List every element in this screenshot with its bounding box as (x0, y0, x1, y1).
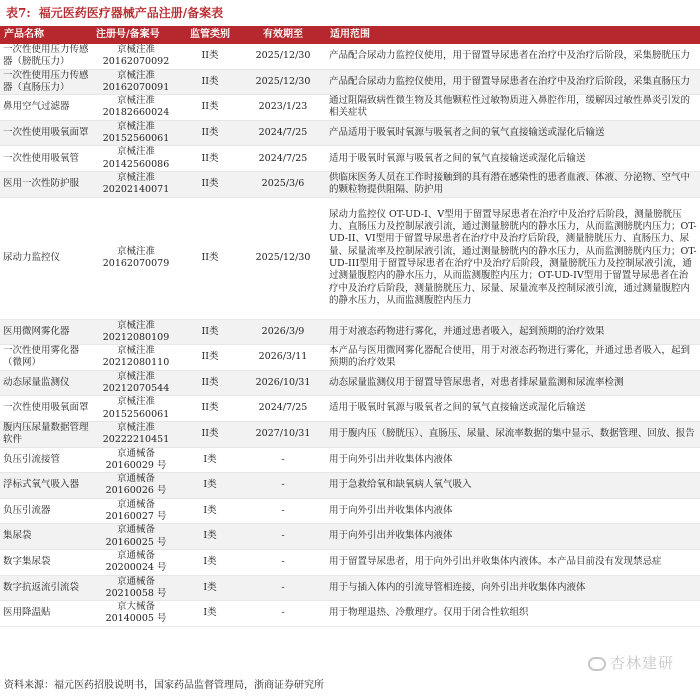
expiry-cell: - (240, 524, 326, 550)
registration-no-cell: 京械注准 20152560061 (92, 120, 180, 146)
table-row (0, 95, 700, 121)
product-name-cell: 医用降温贴 (0, 601, 92, 627)
scope-cell: 用于向外引出并收集体内液体 (326, 498, 700, 524)
scope-cell: 用于急救给氧和缺氧病人氧气吸入 (326, 473, 700, 499)
registration-no-cell: 京通械备 20160029 号 (92, 447, 180, 473)
header-expiry: 有效期至 (240, 26, 326, 44)
header-scope: 适用范围 (326, 26, 700, 44)
expiry-cell: 2026/3/11 (240, 345, 326, 371)
class-cell: I类 (180, 498, 240, 524)
class-cell: II类 (180, 319, 240, 345)
registration-no-cell: 京械注准 20202140071 (92, 171, 180, 197)
class-cell: II类 (180, 95, 240, 121)
table-row (0, 549, 700, 575)
expiry-cell: - (240, 575, 326, 601)
registration-no-cell: 京械注准 20212080110 (92, 345, 180, 371)
class-cell: I类 (180, 549, 240, 575)
product-name-cell: 一次性使用吸氧面罩 (0, 120, 92, 146)
table-row (0, 44, 700, 69)
class-cell: I类 (180, 601, 240, 627)
scope-cell: 用于对液态药物进行雾化，并通过患者吸入，起到预期的治疗效果 (326, 319, 700, 345)
table-title-text: 福元医药医疗器械产品注册/备案表 (38, 6, 224, 20)
watermark-text: 杏林建研 (610, 654, 675, 672)
registration-no-cell: 京通械备 20210058 号 (92, 575, 180, 601)
product-name-cell: 一次性使用吸氧管 (0, 146, 92, 172)
scope-cell: 用于留置导尿患者，用于向外引出并收集体内液体。本产品目前没有发现禁忌症 (326, 549, 700, 575)
class-cell: I类 (180, 473, 240, 499)
product-name-cell: 集尿袋 (0, 524, 92, 550)
scope-cell: 用于腹内压（膀胱压）、直肠压、尿量、尿流率数据的集中显示、数据管理、回放、报告 (326, 421, 700, 447)
expiry-cell: 2024/7/25 (240, 120, 326, 146)
table-row (0, 575, 700, 601)
table-row (0, 146, 700, 172)
registration-no-cell: 京械注准 20142560086 (92, 146, 180, 172)
product-name-cell: 腹内压尿量数据管理软件 (0, 421, 92, 447)
registration-no-cell: 京械注准 20212070544 (92, 370, 180, 396)
registration-no-cell: 京械注准 20162070091 (92, 69, 180, 95)
registration-no-cell: 京械注准 20152560061 (92, 396, 180, 422)
class-cell: II类 (180, 370, 240, 396)
class-cell: I类 (180, 447, 240, 473)
product-name-cell: 医用微网雾化器 (0, 319, 92, 345)
class-cell: II类 (180, 396, 240, 422)
table-row (0, 171, 700, 197)
registration-no-cell: 京通械备 20160026 号 (92, 473, 180, 499)
expiry-cell: 2023/1/23 (240, 95, 326, 121)
table-row (0, 69, 700, 95)
table-row (0, 601, 700, 627)
header-registration-no: 注册号/备案号 (92, 26, 180, 44)
expiry-cell: - (240, 601, 326, 627)
product-name-cell: 数字抗返流引流袋 (0, 575, 92, 601)
expiry-cell: 2025/12/30 (240, 197, 326, 319)
class-cell: II类 (180, 345, 240, 371)
product-name-cell: 浮标式氧气吸入器 (0, 473, 92, 499)
product-registration-table (0, 26, 700, 627)
product-name-cell: 负压引流接管 (0, 447, 92, 473)
scope-cell: 适用于吸氧时氧源与吸氧者之间的氧气直接输送或湿化后输送 (326, 146, 700, 172)
table-row (0, 345, 700, 371)
class-cell: I类 (180, 524, 240, 550)
expiry-cell: - (240, 447, 326, 473)
table-row (0, 421, 700, 447)
class-cell: II类 (180, 171, 240, 197)
scope-cell: 尿动力监控仪 OT-UD-I、V型用于留置导尿患者在治疗中及治疗后阶段，测量膀胱压力、直肠压力及控制尿液引流，通过测量膀胱内的静水压力，从而监测膀胱内压力；OT-UD-II、VI型用于留置导尿患者在治疗中及治疗后阶段，测量膀胱压力、直肠压力、尿量、尿量流率及控制尿液引流，通过测量膀胱内的静水压力，从而监测膀胱内压力；OT-UD-III型用于留置导尿患者在治疗中及治疗后阶段，测量膀胱压力及控制尿液引流，通过测量腹腔内的静水压力，从而监测腹腔内压力；OT-UD-IV型用于留置导尿患者在治疗中及治疗后阶段，测量膀胱压力、尿量、尿量流率及控制尿液引流，通过测量腹腔内的静水压力，从而监测腹腔内压力 (326, 197, 700, 319)
table-row (0, 447, 700, 473)
class-cell: II类 (180, 120, 240, 146)
table-header-row (0, 26, 700, 44)
product-name-cell: 数字集尿袋 (0, 549, 92, 575)
expiry-cell: 2026/3/9 (240, 319, 326, 345)
scope-cell: 用于向外引出并收集体内液体 (326, 524, 700, 550)
registration-no-cell: 京大械备 20140005 号 (92, 601, 180, 627)
scope-cell: 动态尿量监测仪用于留置导管尿患者，对患者排尿量监测和尿流率检测 (326, 370, 700, 396)
product-name-cell: 一次性使用压力传感器（直肠压力） (0, 69, 92, 95)
product-name-cell: 一次性使用吸氧面罩 (0, 396, 92, 422)
table-row (0, 524, 700, 550)
class-cell: II类 (180, 421, 240, 447)
scope-cell: 用于向外引出并收集体内液体 (326, 447, 700, 473)
header-class: 监管类别 (180, 26, 240, 44)
product-name-cell: 尿动力监控仪 (0, 197, 92, 319)
class-cell: II类 (180, 146, 240, 172)
class-cell: II类 (180, 197, 240, 319)
product-name-cell: 一次性使用雾化器（微网） (0, 345, 92, 371)
registration-no-cell: 京械注准 20162070079 (92, 197, 180, 319)
table-row (0, 197, 700, 319)
product-name-cell: 鼻用空气过滤器 (0, 95, 92, 121)
expiry-cell: - (240, 498, 326, 524)
table-row (0, 498, 700, 524)
scope-cell: 产品适用于吸氧时氧源与吸氧者之间的氧气直接输送或湿化后输送 (326, 120, 700, 146)
expiry-cell: - (240, 473, 326, 499)
watermark (588, 652, 674, 673)
scope-cell: 供临床医务人员在工作时接触到的具有潜在感染性的患者血液、体液、分泌物、空气中的颗粒物提供阻隔、防护用 (326, 171, 700, 197)
expiry-cell: 2024/7/25 (240, 146, 326, 172)
expiry-cell: 2027/10/31 (240, 421, 326, 447)
registration-no-cell: 京通械备 20160025 号 (92, 524, 180, 550)
product-name-cell: 一次性使用压力传感器（膀胱压力） (0, 44, 92, 69)
header-product-name: 产品名称 (0, 26, 92, 44)
table-number: 表7: (6, 6, 31, 20)
registration-no-cell: 京械注准 20162070092 (92, 44, 180, 69)
registration-no-cell: 京通械备 20160027 号 (92, 498, 180, 524)
class-cell: II类 (180, 44, 240, 69)
class-cell: I类 (180, 575, 240, 601)
registration-no-cell: 京械注准 20222210451 (92, 421, 180, 447)
table-row (0, 396, 700, 422)
scope-cell: 适用于吸氧时氧源与吸氧者之间的氧气直接输送或湿化后输送 (326, 396, 700, 422)
registration-no-cell: 京械注准 20182660024 (92, 95, 180, 121)
product-name-cell: 负压引流器 (0, 498, 92, 524)
class-cell: II类 (180, 69, 240, 95)
scope-cell: 本产品与医用微网雾化器配合使用，用于对液态药物进行雾化，并通过患者吸入，起到预期的治疗效果 (326, 345, 700, 371)
expiry-cell: 2026/10/31 (240, 370, 326, 396)
table-row (0, 319, 700, 345)
expiry-cell: 2025/12/30 (240, 44, 326, 69)
scope-cell: 用于物理退热、冷敷理疗。仅用于闭合性软组织 (326, 601, 700, 627)
table-row (0, 120, 700, 146)
registration-no-cell: 京通械备 20200024 号 (92, 549, 180, 575)
wechat-icon (588, 657, 606, 671)
scope-cell: 产品配合尿动力监控仪使用，用于留置导尿患者在治疗中及治疗后阶段，采集直肠压力 (326, 69, 700, 95)
registration-no-cell: 京械注准 20212080109 (92, 319, 180, 345)
expiry-cell: - (240, 549, 326, 575)
expiry-cell: 2025/12/30 (240, 69, 326, 95)
scope-cell: 产品配合尿动力监控仪使用，用于留置导尿患者在治疗中及治疗后阶段，采集膀胱压力 (326, 44, 700, 69)
table-row (0, 370, 700, 396)
table-row (0, 473, 700, 499)
expiry-cell: 2025/3/6 (240, 171, 326, 197)
expiry-cell: 2024/7/25 (240, 396, 326, 422)
scope-cell: 用于与插入体内的引流导管相连接，向外引出并收集体内液体 (326, 575, 700, 601)
product-name-cell: 动态尿量监测仪 (0, 370, 92, 396)
source-note: 资料来源：福元医药招股说明书，国家药品监督管理局，浙商证券研究所 (4, 680, 324, 691)
scope-cell: 通过阻隔致病性微生物及其他颗粒性过敏物质进入鼻腔作用，缓解因过敏性鼻炎引发的相关症状 (326, 95, 700, 121)
product-name-cell: 医用一次性防护服 (0, 171, 92, 197)
table-title (6, 4, 223, 22)
